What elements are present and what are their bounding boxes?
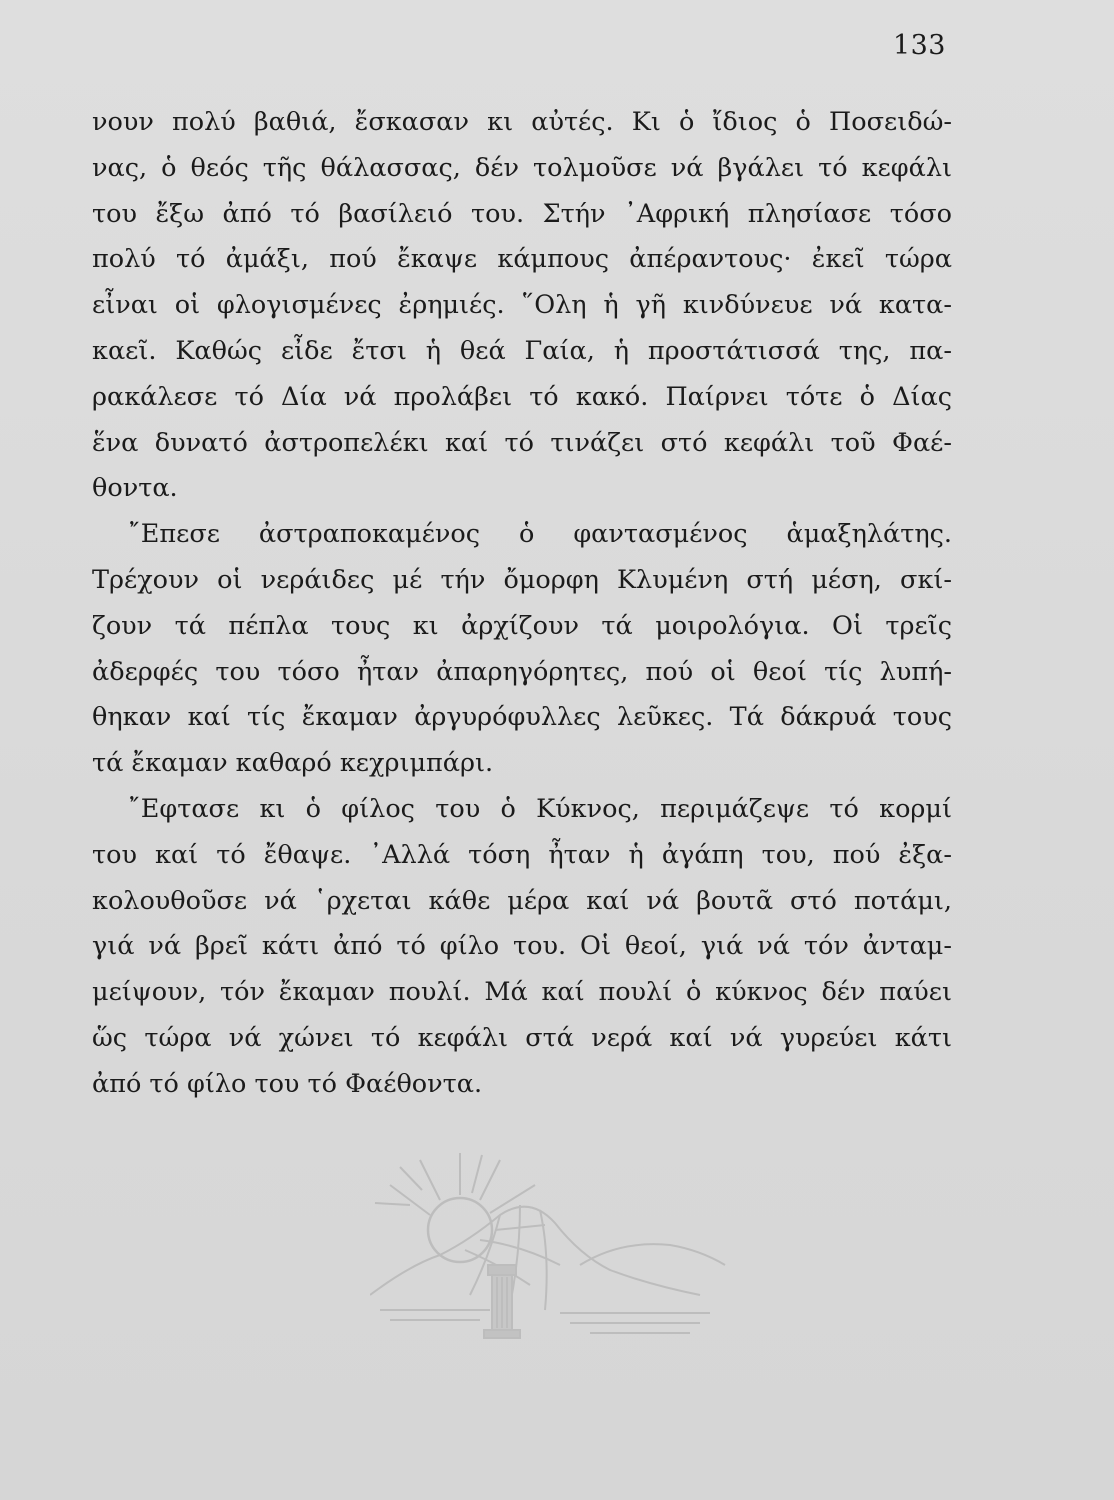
text-line: του καί τό ἔθαψε. ᾿Αλλά τόση ἦταν ἡ ἀγάπη του, πού ἐξα- [92, 839, 952, 870]
sun-mountain-column-icon [370, 1145, 730, 1345]
paragraph-1 [92, 100, 952, 512]
text-line: ῎Επεσε ἀστραποκαμένος ὁ φαντασμένος ἁμαξηλάτης. [128, 519, 952, 550]
text-line: ὥς τώρα νά χώνει τό κεφάλι στά νερά καί νά γυρεύει κάτι [92, 1022, 952, 1053]
text-line: μείψουν, τόν ἔκαμαν πουλί. Μά καί πουλί ὁ κύκνος δέν παύει [92, 977, 952, 1008]
text-line: ἀδερφές του τόσο ἦταν ἀπαρηγόρητες, πού οἱ θεοί τίς λυπή- [92, 656, 952, 687]
text-line: κολουθοῦσε νά ῾ρχεται κάθε μέρα καί νά βουτᾶ στό ποτάμι, [92, 885, 952, 916]
text-line: ἕνα δυνατό ἀστροπελέκι καί τό τινάζει στό κεφάλι τοῦ Φαέ- [92, 427, 952, 458]
text-line: ζουν τά πέπλα τους κι ἀρχίζουν τά μοιρολόγια. Οἱ τρεῖς [92, 610, 952, 641]
paragraph-3 [92, 787, 952, 1108]
text-line: νουν πολύ βαθιά, ἔσκασαν κι αὐτές. Κι ὁ ἴδιος ὁ Ποσειδώ- [92, 107, 952, 137]
text-line: γιά νά βρεῖ κάτι ἀπό τό φίλο του. Οἱ θεοί, γιά νά τόν ἀνταμ- [92, 931, 952, 962]
text-line: Τρέχουν οἱ νεράιδες μέ τήν ὄμορφη Κλυμένη στή μέση, σκί- [92, 564, 952, 595]
text-line: καεῖ. Καθώς εἶδε ἔτσι ἡ θεά Γαία, ἡ προστάτισσά της, πα- [92, 335, 952, 366]
text-line: εἶναι οἱ φλογισμένες ἐρημιές. ῞Ολη ἡ γῆ κινδύνευε νά κατα- [92, 290, 952, 321]
text-line: ρακάλεσε τό Δία νά προλάβει τό κακό. Παίρνει τότε ὁ Δίας [92, 381, 952, 412]
text-line: τά ἔκαμαν καθαρό κεχριμπάρι. [92, 748, 494, 779]
paragraph-2 [92, 512, 952, 787]
text-line: νας, ὁ θεός τῆς θάλασσας, δέν τολμοῦσε νά βγάλει τό κεφάλι [92, 152, 952, 183]
text-line: του ἔξω ἀπό τό βασίλειό του. Στήν ᾿Αφρική πλησίασε τόσο [92, 198, 952, 229]
text-line: θοντα. [92, 473, 178, 504]
text-line: θηκαν καί τίς ἔκαμαν ἀργυρόφυλλες λεῦκες. Τά δάκρυά τους [92, 702, 952, 733]
page-number: 133 [892, 30, 946, 61]
text-line: πολύ τό ἀμάξι, πού ἔκαψε κάμπους ἀπέραντους· ἐκεῖ τώρα [92, 244, 952, 275]
text-line: ἀπό τό φίλο του τό Φαέθοντα. [92, 1068, 483, 1099]
body-text [92, 100, 952, 1108]
text-line: ῎Εφτασε κι ὁ φίλος του ὁ Κύκνος, περιμάζεψε τό κορμί [128, 793, 952, 824]
